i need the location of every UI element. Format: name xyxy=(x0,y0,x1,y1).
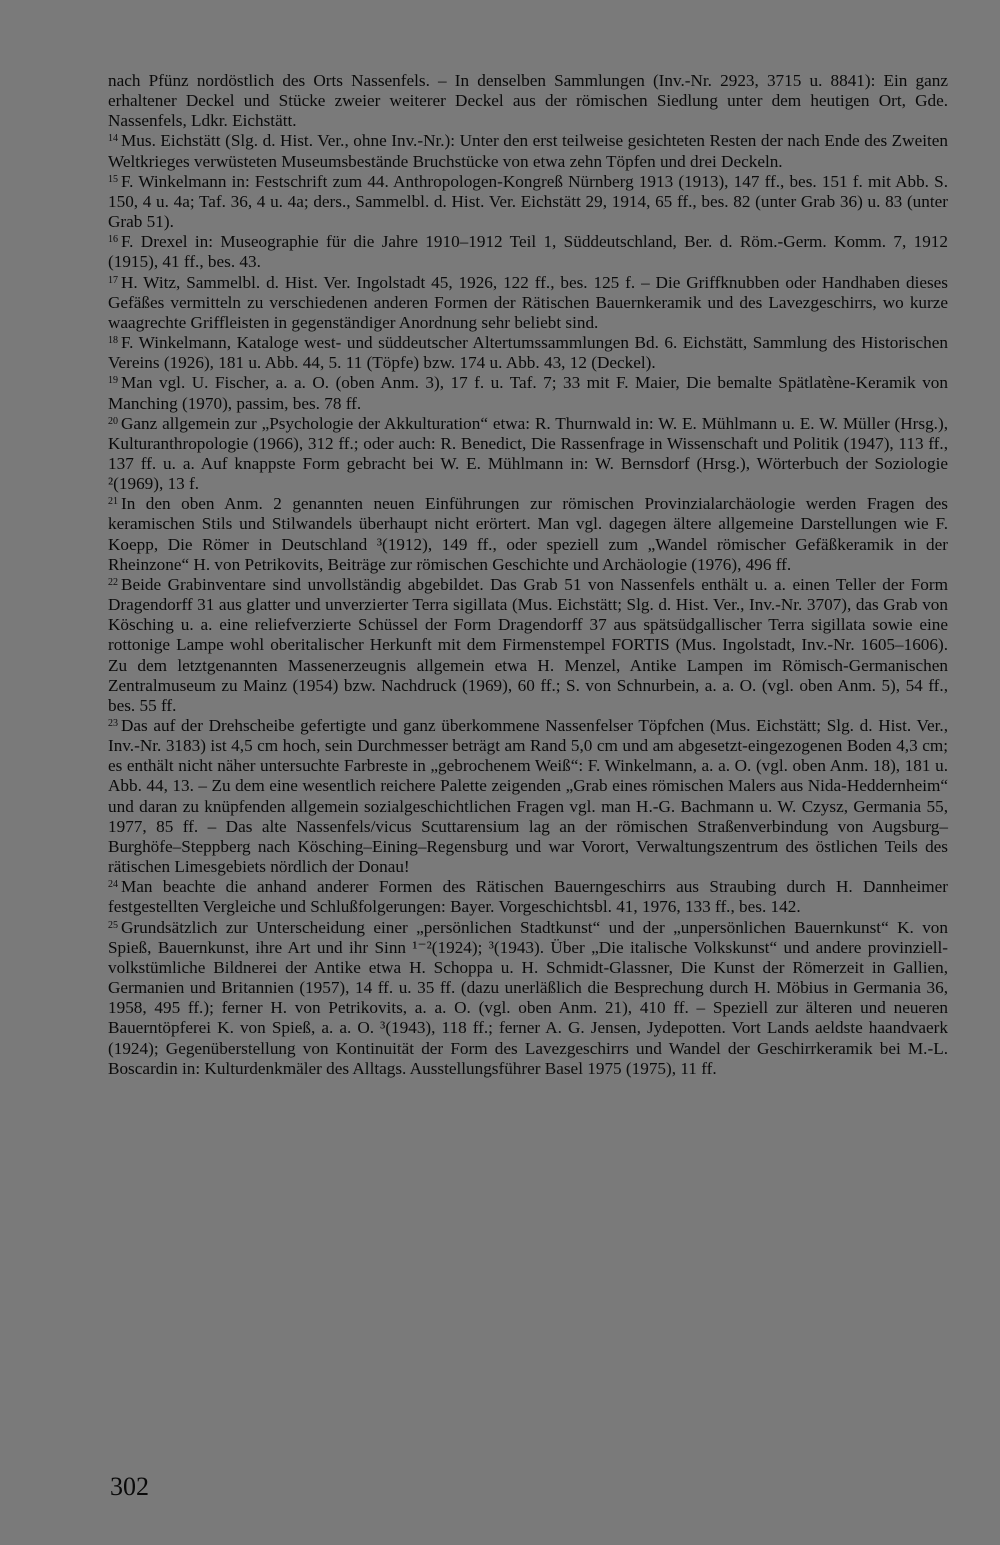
footnote-text: H. Witz, Sammelbl. d. Hist. Ver. Ingolstadt 45, 1926, 122 ff., bes. 125 f. – Die Griffknubben oder Handhaben dieses Gefäßes vermitteln zu verschiedenen anderen Formen der Rätischen Bauernkeramik und des Lavezgeschirrs, wo kurze waagrechte Griffleisten in gegenständiger Anordnung sehr beliebt sind. xyxy=(108,272,948,332)
footnote-number: 22 xyxy=(108,576,118,588)
footnote-text: Man beachte die anhand anderer Formen des Rätischen Bauerngeschirrs aus Straubing durch H. Dannheimer festgestellten Vergleiche und Schlußfolgerungen: Bayer. Vorgeschichtsbl. 41, 1976, 133 ff., bes. 142. xyxy=(108,877,948,917)
footnote-22 xyxy=(108,575,948,716)
footnote-text: In den oben Anm. 2 genannten neuen Einführungen zur römischen Provinzialarchäologie werden Fragen des keramischen Stils und Stilwandels überhaupt nicht erörtert. Man vgl. dagegen ältere allgemeine Darstellungen wie F. Koepp, Die Römer in Deutschland ³(1912), 149 ff., oder speziell zum „Wandel römischer Gefäßkeramik in der Rheinzone“ H. von Petrikovits, Beiträge zur römischen Geschichte und Archäologie (1976), 496 ff. xyxy=(108,494,948,574)
footnote-number: 23 xyxy=(108,718,118,729)
footnote-text: Grundsätzlich zur Unterscheidung einer „persönlichen Stadtkunst“ und der „unpersönlichen Bauernkunst“ K. von Spieß, Bauernkunst, ihre Art und ihr Sinn ¹⁻²(1924); ³(1943). Über „Die italische Volkskunst“ und andere provinziell-volkstümliche Bildnerei der Antike etwa H. Schoppa u. H. Schmidt-Glassner, Die Kunst der Römerzeit in Gallien, Germanien und Britannien (1957), 14 ff. u. 35 ff. (dazu unerläßlich die Besprechung durch H. Möbius in Germania 36, 1958, 495 ff.); ferner H. von Petrikovits, a. a. O. (vgl. oben Anm. 21), 410 ff. – Speziell zur älteren und neueren Bauerntöpferei K. von Spieß, a. a. O. ³(1943), 118 ff.; ferner A. G. Jensen, Jydepotten. Vort Lands aeldste haandvaerk (1924); Gegenüberstellung von Kontinuität der Form des Lavezgeschirrs und Wandel der Geschirrkeramik bei M.-L. Boscardin in: Kulturdenkmäler des Alltags. Ausstellungsführer Basel 1975 (1975), 11 ff. xyxy=(108,917,948,1078)
footnote-19 xyxy=(108,373,948,413)
footnote-number: 18 xyxy=(108,335,118,347)
footnote-number: 21 xyxy=(108,496,118,508)
footnote-25 xyxy=(108,918,948,1079)
footnote-text: F. Winkelmann, Kataloge west- und süddeutscher Altertumssammlungen Bd. 6. Eichstätt, Sammlung des Historischen Vereins (1926), 181 u. Abb. 44, 5. 11 (Töpfe) bzw. 174 u. Abb. 43, 12 (Deckel). xyxy=(108,333,948,373)
footnote-17 xyxy=(108,273,948,333)
footnote-text: Mus. Eichstätt (Slg. d. Hist. Ver., ohne Inv.-Nr.): Unter den erst teilweise gesichteten Resten der nach Ende des Zweiten Weltkrieges verwüsteten Museumsbestände Bruchstücke von etwa zehn Töpfen und drei Deckeln. xyxy=(108,131,948,171)
footnote-18 xyxy=(108,333,948,373)
footnote-text: F. Drexel in: Museographie für die Jahre 1910–1912 Teil 1, Süddeutschland, Ber. d. Röm.-Germ. Komm. 7, 1912 (1915), 41 ff., bes. 43. xyxy=(108,232,948,272)
footnote-number: 14 xyxy=(108,133,118,145)
footnotes-block xyxy=(108,71,948,1079)
footnote-15 xyxy=(108,172,948,232)
footnote-text: Beide Grabinventare sind unvollständig abgebildet. Das Grab 51 von Nassenfels enthält u. a. einen Teller der Form Dragendorff 31 aus glatter und unverzierter Terra sigillata (Mus. Eichstätt; Slg. d. Hist. Ver., Inv.-Nr. 3707), das Grab von Kösching u. a. eine reliefverzierte Schüssel der Form Dragendorff 37 aus spätsüdgallischer Terra sigillata sowie eine rottonige Lampe wohl oberitalischer Herkunft mit dem Firmenstempel FORTIS (Mus. Ingolstadt, Inv.-Nr. 1605–1606). Zu dem letztgenannten Massenerzeugnis allgemein etwa H. Menzel, Antike Lampen im Römisch-Germanischen Zentralmuseum zu Mainz (1954) bzw. Nachdruck (1969), 60 ff.; S. von Schnurbein, a. a. O. (vgl. oben Anm. 5), 54 ff., bes. 55 ff. xyxy=(108,574,948,715)
footnote-20 xyxy=(108,414,948,495)
footnote-text: F. Winkelmann in: Festschrift zum 44. Anthropologen-Kongreß Nürnberg 1913 (1913), 147 ff., bes. 151 f. mit Abb. S. 150, 4 u. 4a; Taf. 36, 4 u. 4a; ders., Sammelbl. d. Hist. Ver. Eichstätt 29, 1914, 65 ff., bes. 82 (unter Grab 36) u. 83 (unter Grab 51). xyxy=(108,171,948,232)
footnote-text: Ganz allgemein zur „Psychologie der Akkulturation“ etwa: R. Thurnwald in: W. E. Mühlmann u. E. W. Müller (Hrsg.), Kulturanthropologie (1966), 312 ff.; oder auch: R. Benedict, Die Rassenfrage in Wissenschaft und Politik (1947), 113 ff., 137 ff. u. a. Auf knappste Form gebracht bei W. E. Mühlmann in: W. Bernsdorf (Hrsg.), Wörterbuch der Soziologie ²(1969), 13 f. xyxy=(108,413,948,494)
footnote-number: 15 xyxy=(108,173,118,185)
footnote-number: 24 xyxy=(108,879,118,891)
footnote-text: Man vgl. U. Fischer, a. a. O. (oben Anm. 3), 17 f. u. Taf. 7; 33 mit F. Maier, Die bemalte Spätlatène-Keramik von Manching (1970), passim, bes. 78 ff. xyxy=(108,373,948,413)
footnote-number: 19 xyxy=(108,375,118,387)
footnote-number: 25 xyxy=(108,919,118,931)
footnote-number: 16 xyxy=(108,234,118,246)
footnote-16 xyxy=(108,232,948,272)
footnote-23 xyxy=(108,716,948,877)
footnote-24 xyxy=(108,877,948,917)
footnote-text: nach Pfünz nordöstlich des Orts Nassenfels. – In denselben Sammlungen (Inv.-Nr. 2923, 3715 u. 8841): Ein ganz erhaltener Deckel und Stücke zweier weiterer Deckel aus der römischen Siedlung unter dem heutigen Ort, Gde. Nassenfels, Ldkr. Eichstätt. xyxy=(108,71,948,131)
footnote-continued xyxy=(108,71,948,131)
footnote-text: Das auf der Drehscheibe gefertigte und ganz überkommene Nassenfelser Töpfchen (Mus. Eichstätt; Slg. d. Hist. Ver., Inv.-Nr. 3183) ist 4,5 cm hoch, sein Durchmesser beträgt am Rand 5,0 cm und am abgesetzt-eingezogenen Boden 4,3 cm; es enthält nicht näher untersuchte Farbreste in „gebrochenem Weiß“: F. Winkelmann, a. a. O. (vgl. oben Anm. 18), 181 u. Abb. 44, 13. – Zu dem eine wesentlich reichere Palette zeigenden „Grab eines römischen Malers aus Nida-Heddernheim“ und daran zu knüpfenden allgemein sozialgeschichtlichen Fragen vgl. man H.-G. Bachmann u. W. Czysz, Germania 55, 1977, 85 ff. – Das alte Nassenfels/vicus Scuttarensium lag an der römischen Straßenverbindung von Augsburg–Burghöfe–Steppberg nach Kösching–Eining–Regensburg und war Vorort, Verwaltungszentrum des östlichen Teils des rätischen Limesgebiets nördlich der Donau! xyxy=(108,716,948,877)
footnote-number: 17 xyxy=(108,274,118,286)
footnote-21 xyxy=(108,494,948,575)
footnote-number: 20 xyxy=(108,415,118,427)
footnote-14 xyxy=(108,131,948,171)
page-number: 302 xyxy=(110,1472,149,1501)
